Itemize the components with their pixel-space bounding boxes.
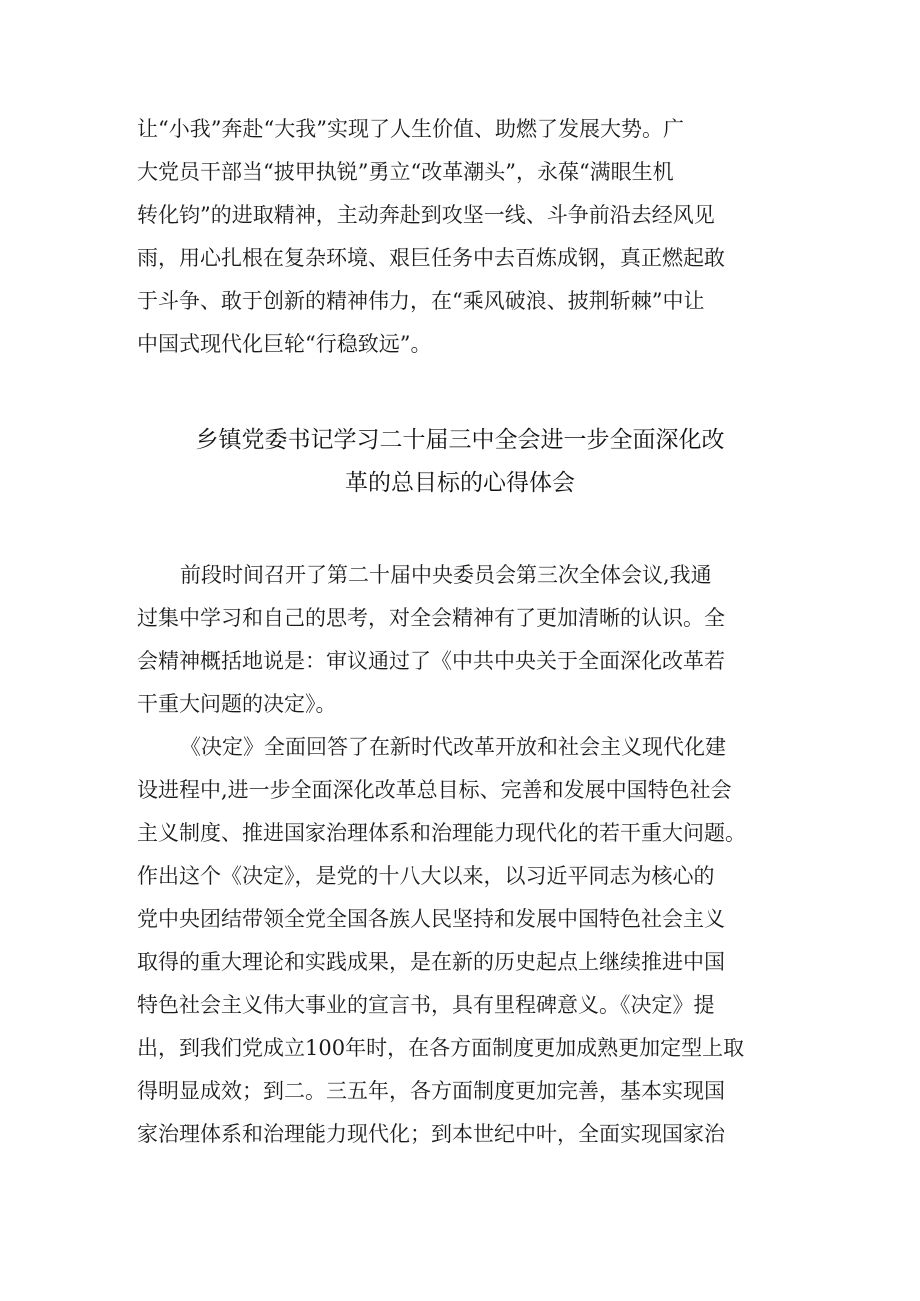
text-line: 转化钧”的进取精神，主动奔赴到攻坚一线、斗争前沿去经风见 [137, 203, 715, 227]
text-line: 干重大问题的决定》。 [137, 692, 337, 716]
text-line: 会精神概括地说是：审议通过了《中共中央关于全面深化改革若 [137, 649, 725, 673]
text-line: 党中央团结带领全党全国各族人民坚持和发展中国特色社会主义 [137, 907, 725, 931]
text-line: 出，到我们党成立100年时，在各方面制度更加成熟更加定型上取 [137, 1036, 745, 1060]
text-line: 中国式现代化巨轮“行稳致远”。 [137, 332, 432, 356]
text-line: 《决定》全面回答了在新时代改革开放和社会主义现代化建 [180, 735, 726, 759]
text-line: 家治理体系和治理能力现代化；到本世纪中叶，全面实现国家治 [137, 1122, 725, 1146]
text-line: 作出这个《决定》，是党的十八大以来，以习近平同志为核心的 [137, 864, 715, 888]
title-line: 革的总目标的心得体会 [345, 470, 575, 496]
text-line: 过集中学习和自己的思考，对全会精神有了更加清晰的认识。全 [137, 606, 725, 630]
text-line: 取得的重大理论和实践成果，是在新的历史起点上继续推进中国 [137, 950, 725, 974]
text-line: 大党员干部当“披甲执锐”勇立“改革潮头”，永葆“满眼生机 [137, 160, 674, 184]
text-line: 雨，用心扎根在复杂环境、艰巨任务中去百炼成钢，真正燃起敢 [137, 246, 725, 270]
text-line: 特色社会主义伟大事业的宣言书，具有里程碑意义。《决定》提 [137, 993, 715, 1017]
text-line: 得明显成效；到二。三五年，各方面制度更加完善，基本实现国 [137, 1079, 725, 1103]
text-line: 设进程中,进一步全面深化改革总目标、完善和发展中国特色社会 [137, 778, 732, 802]
title-line: 乡镇党委书记学习二十届三中全会进一步全面深化改 [195, 427, 725, 453]
text-line: 让“小我”奔赴“大我”实现了人生价值、助燃了发展大势。广 [137, 117, 684, 141]
text-line: 于斗争、敢于创新的精神伟力，在“乘风破浪、披荆斩棘”中让 [137, 289, 705, 313]
text-line: 主义制度、推进国家治理体系和治理能力现代化的若干重大问题。 [137, 821, 746, 845]
text-line: 前段时间召开了第二十届中央委员会第三次全体会议,我通 [180, 563, 712, 587]
